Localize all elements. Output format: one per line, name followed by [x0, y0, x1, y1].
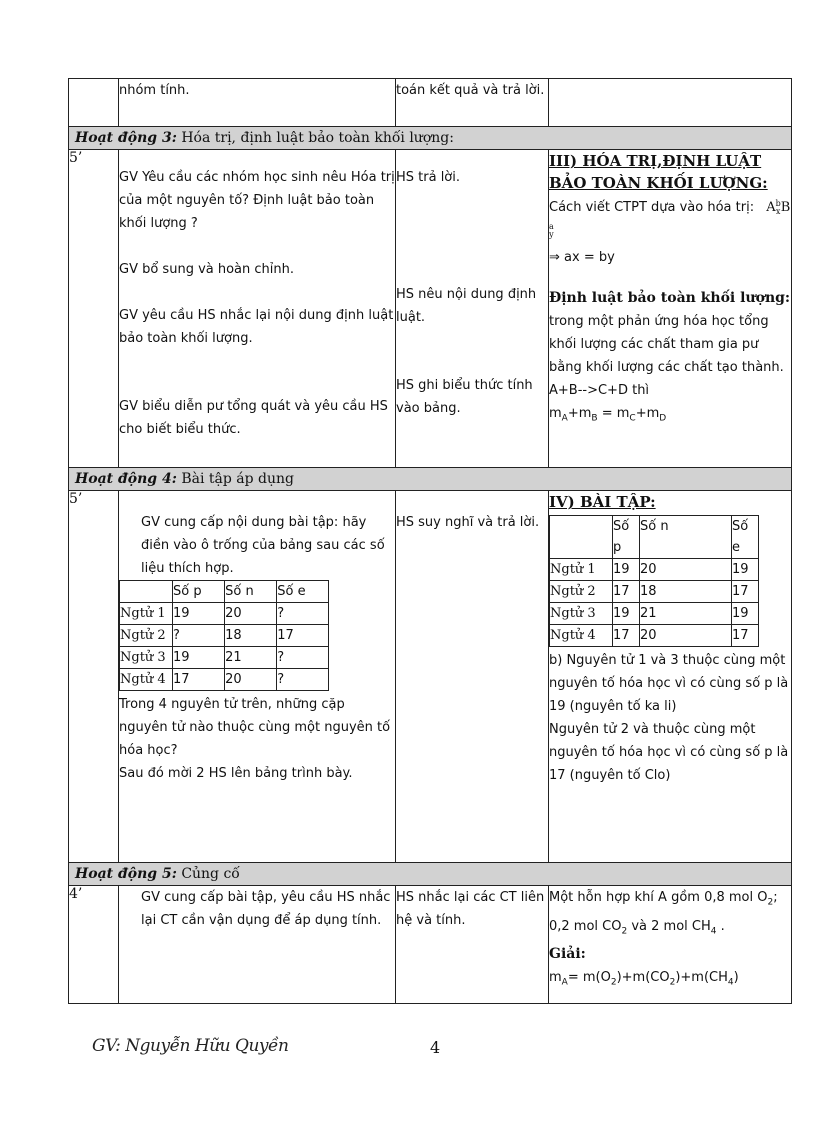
valence-formula: Ab xBa y: [549, 198, 791, 239]
activity-4-header: [69, 468, 792, 491]
time-cell: 5’: [69, 491, 119, 863]
teacher-text: GV bổ sung và hoàn chỉnh.: [119, 262, 295, 277]
student-text: toán kết quả và trả lời.: [396, 83, 545, 98]
activity-title: Hóa trị, định luật bảo toàn khối lượng:: [181, 130, 454, 146]
time-cell: 4’: [69, 886, 119, 1004]
table-row: Ngtử 2 ? 18 17: [120, 625, 329, 647]
student-text: HS ghi biểu thức tính vào bảng.: [396, 378, 533, 416]
teacher-text: Sau đó mời 2 HS lên bảng trình bày.: [119, 766, 353, 781]
student-text: HS nêu nội dung định luật.: [396, 287, 537, 325]
answer-table: [549, 515, 759, 647]
solution-label: Giải:: [549, 946, 586, 963]
activity-label: Hoạt động 4:: [75, 471, 177, 487]
teacher-text: nhóm tính.: [119, 83, 190, 98]
activity-3-body: [69, 150, 792, 468]
table-row: Ngtử 1 19 20 19: [550, 559, 759, 581]
content-text: $m_A= m(O_2)+m(CO_2)+m(CH_4)$: [549, 970, 739, 988]
law-title: Định luật bảo toàn khối lượng:: [549, 290, 791, 306]
activity-title: Bài tập áp dụng: [181, 471, 294, 487]
activity-5-header: [69, 863, 792, 886]
content-text: ⇒ ax = by: [549, 250, 615, 265]
activity-5-body: [69, 886, 792, 1004]
teacher-text: Trong 4 nguyên tử trên, những cặp nguyên tử nào thuộc cùng một nguyên tố hóa học?: [119, 697, 391, 758]
table-row: Ngtử 3 19 21 ?: [120, 647, 329, 669]
teacher-text: GV cung cấp bài tập, yêu cầu HS nhắc lại CT cần vận dụng để áp dụng tính.: [141, 890, 391, 928]
content-text: $m_A+m_B = m_C+m_D$: [549, 406, 667, 424]
student-text: HS suy nghĩ và trả lời.: [396, 515, 540, 530]
student-text: HS nhắc lại các CT liên hệ và tính.: [396, 890, 545, 928]
content-text: Nguyên tử 2 và thuộc cùng một nguyên tố hóa học vì có cùng số p là 17 (nguyên tố Clo): [549, 722, 789, 783]
activity-4-body: [69, 491, 792, 863]
section-heading: III) HÓA TRỊ,ĐỊNH LUẬT BẢO TOÀN KHỐI LƯỢNG:: [549, 152, 768, 192]
activity-3-header: [69, 127, 792, 150]
table-row: Số p Số n Số e: [550, 516, 759, 559]
table-row: Ngtử 1 19 20 ?: [120, 603, 329, 625]
table-row: [69, 79, 792, 127]
content-text: Cách viết CTPT dựa vào hóa trị: Ab xBa y: [549, 198, 791, 239]
content-text: Một hỗn hợp khí A gồm 0,8 mol $O_2$; 0,2 mol $CO_2$ và 2 mol $CH_4$ .: [549, 890, 778, 937]
content-text: A+B-->C+D thì: [549, 383, 650, 398]
teacher-text: GV Yêu cầu các nhóm học sinh nêu Hóa trị của một nguyên tố? Định luật bảo toàn khối lượng ?: [119, 170, 395, 231]
time-cell: 5’: [69, 150, 119, 468]
table-row: Ngtử 4 17 20 ?: [120, 669, 329, 691]
student-text: HS trả lời.: [396, 170, 461, 185]
teacher-text: GV yêu cầu HS nhắc lại nội dung định luật bảo toàn khối lượng.: [119, 308, 394, 346]
teacher-text: GV cung cấp nội dung bài tập: hãy điền vào ô trống của bảng sau các số liệu thích hợp.: [141, 515, 385, 576]
activity-label: Hoạt động 3:: [75, 130, 177, 146]
content-text: b) Nguyên tử 1 và 3 thuộc cùng một nguyên tố hóa học vì có cùng số p là 19 (nguyên tố ka li): [549, 653, 789, 714]
question-table: [119, 580, 329, 691]
page-number: 4: [430, 1038, 441, 1057]
table-row: Ngtử 3 19 21 19: [550, 603, 759, 625]
content-text: Định luật bảo toàn khối lượng: trong một phản ứng hóa học tổng khối lượng các chất tham gia pư bằng khối lượng các chất tạo thành.: [549, 290, 791, 375]
table-row: Ngtử 2 17 18 17: [550, 581, 759, 603]
section-heading: IV) BÀI TẬP:: [549, 493, 656, 511]
lesson-plan-table: [68, 78, 792, 1004]
table-row: Số p Số n Số e: [120, 581, 329, 603]
activity-title: Củng cố: [181, 866, 240, 882]
teacher-text: GV biểu diễn pư tổng quát và yêu cầu HS cho biết biểu thức.: [119, 399, 388, 437]
table-row: Ngtử 4 17 20 17: [550, 625, 759, 647]
activity-label: Hoạt động 5:: [75, 866, 177, 882]
teacher-signature: GV: Nguyễn Hữu Quyền: [92, 1036, 289, 1056]
